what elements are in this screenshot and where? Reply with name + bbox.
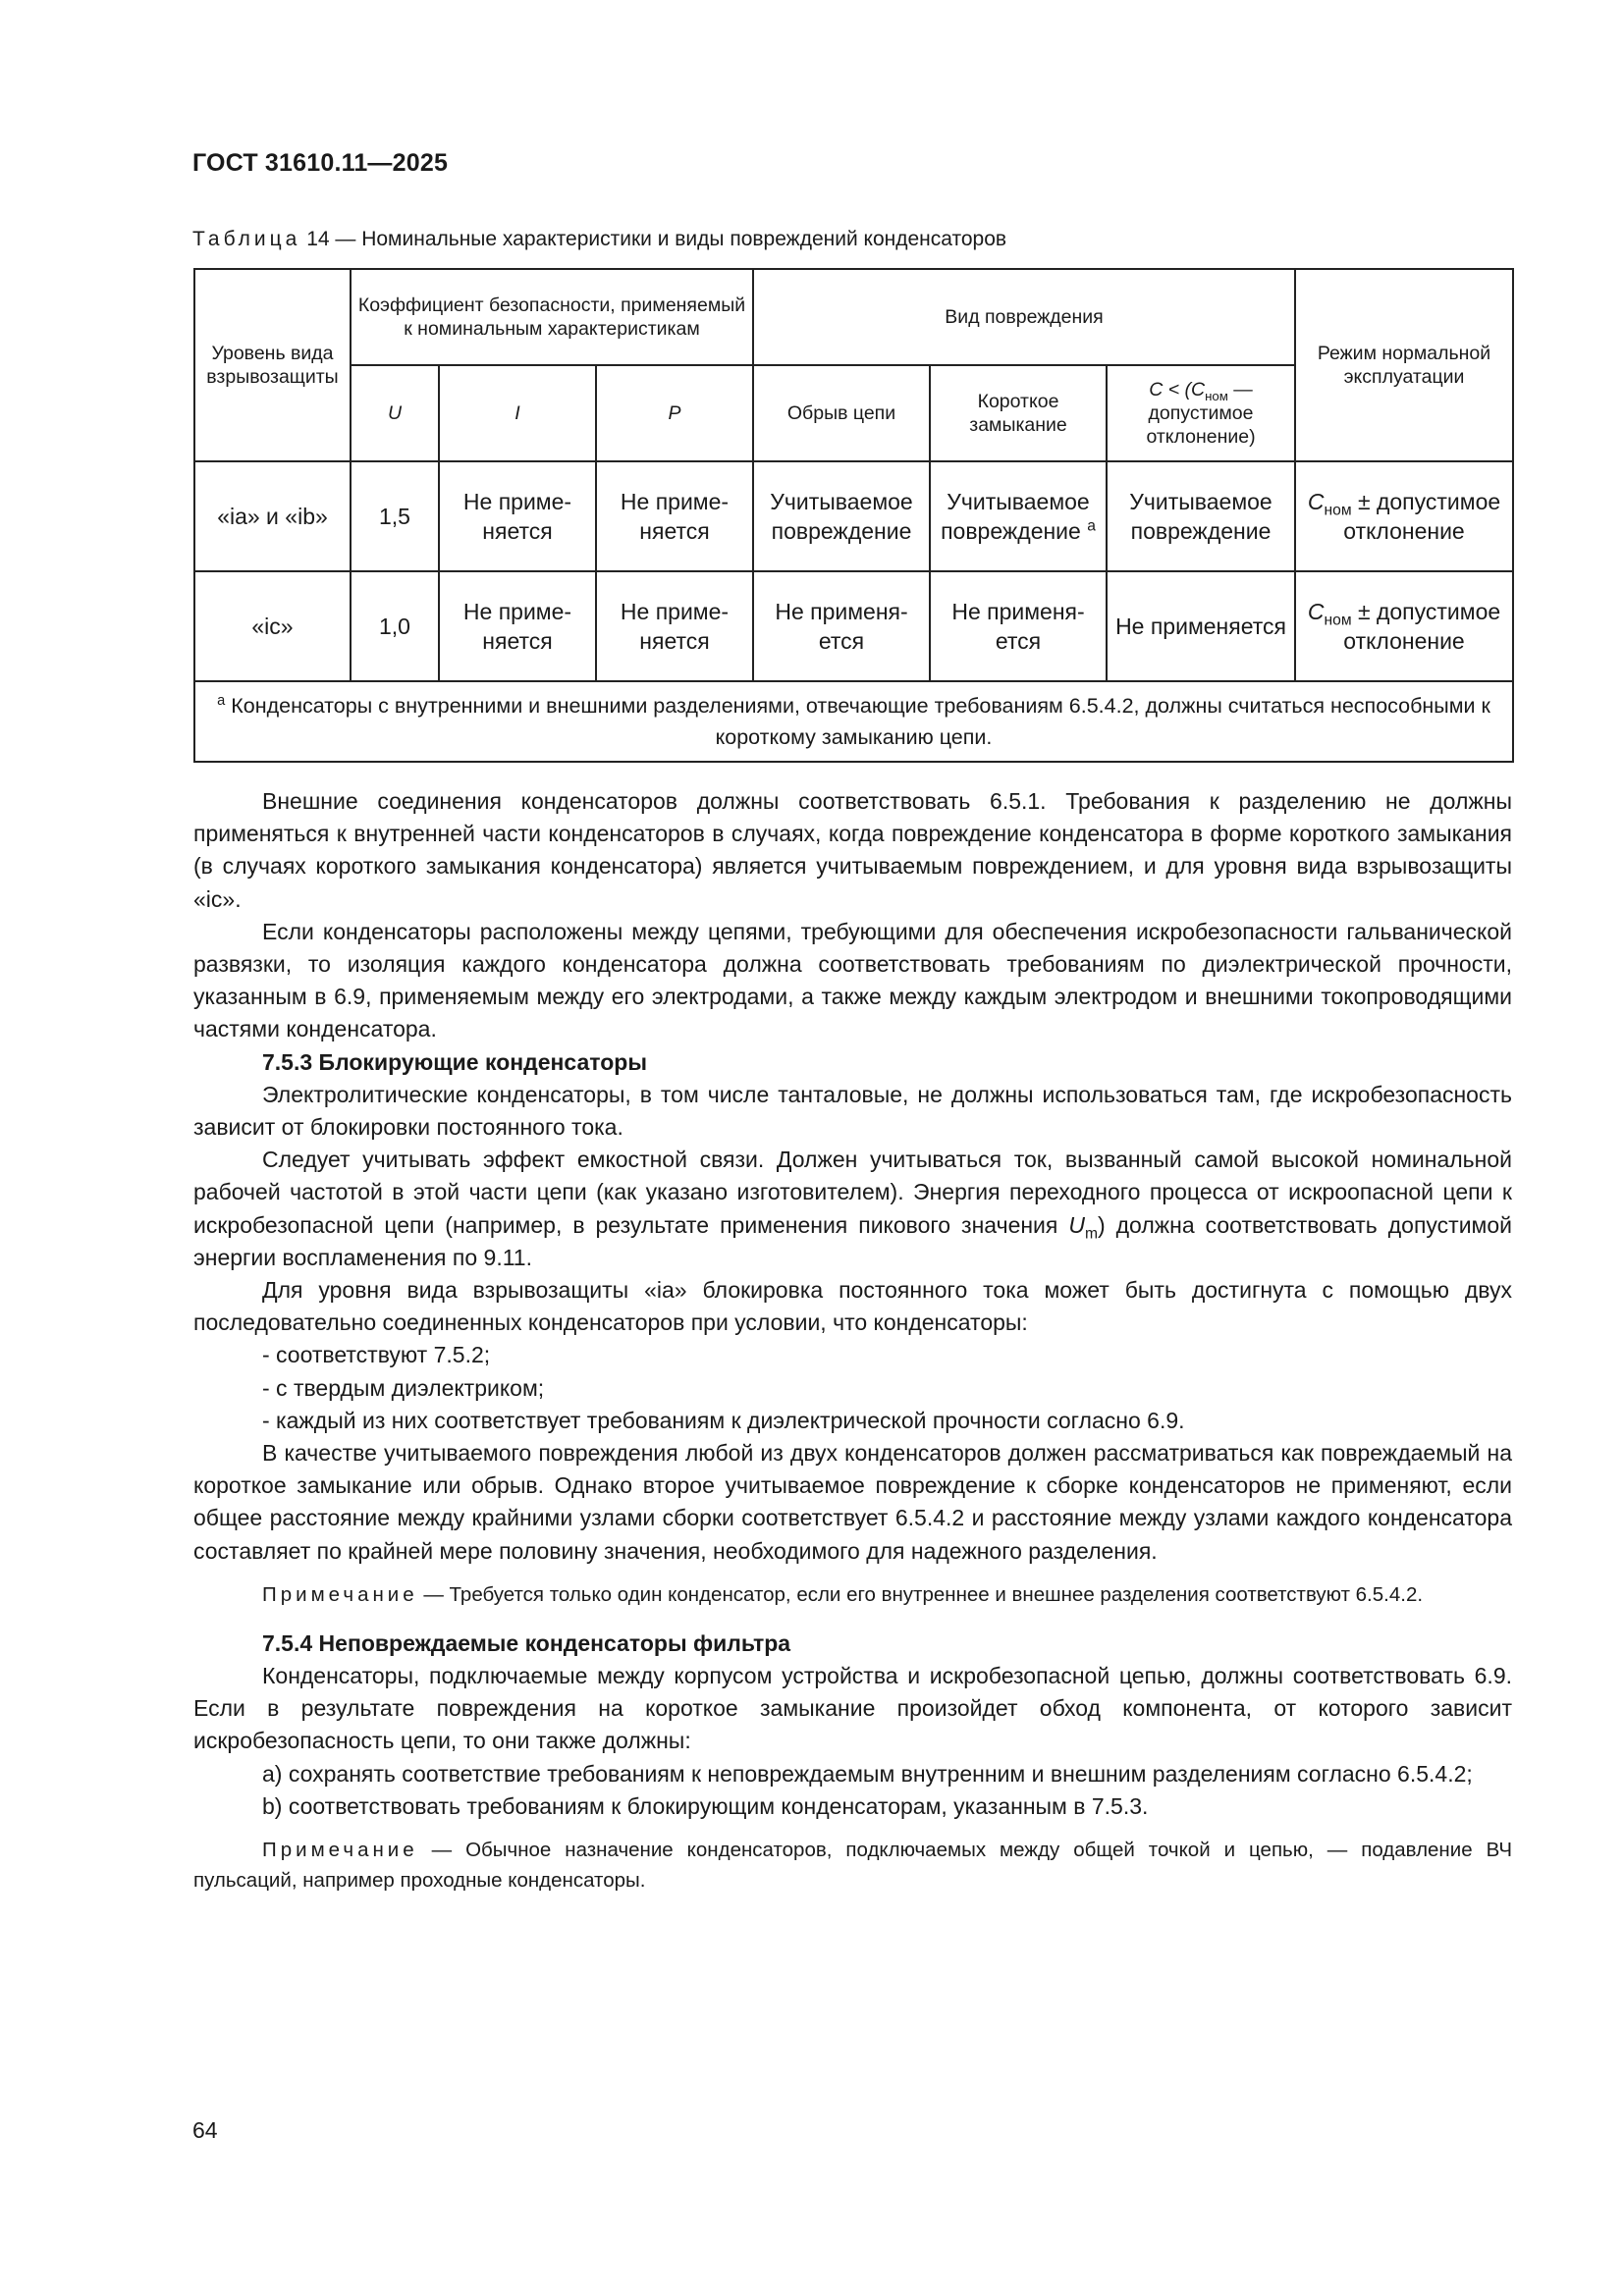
paragraph: Для уровня вида взрывозащиты «ia» блокировка постоянного тока может быть достигнута с помощью двух последовательно соединенных конденсаторов при условии, что конденсаторы: [193, 1277, 1512, 1336]
list-item: b) соответствовать требованиям к блокирующим конденсаторам, указанным в 7.5.3. [262, 1792, 1149, 1819]
table-row [194, 571, 1513, 681]
cell-i: Не применяется [439, 571, 596, 681]
header-coefficient: Коэффициент безопасности, применяемый к номинальным характеристикам [351, 269, 753, 365]
paragraph: В качестве учитываемого повреждения любой из двух конденсаторов должен рассматриваться как повреждаемый на короткое замыкание или обрыв. Однако второе учитываемое повреждение к сборке конденсаторов не применяют, если общее расстояние между крайними узлами сборки соответствует 6.5.4.2 и расстояние между узлами каждого конденсатора составляет по крайней мере половину значения, необходимого для надежного разделения. [193, 1440, 1512, 1564]
cell-c-less: Учитываемое повреждение [1107, 461, 1295, 571]
paragraph-part: Следует учитывать эффект емкостной связи. Должен учитываться ток, вызванный самой высокой номинальной рабочей частотой в этой части цепи (как указано изготовителем). Энергия переходного процесса от искроопасной цепи к искробезопасной цепи (например, в результате применения пикового значения [193, 1147, 1512, 1238]
header-i: I [439, 365, 596, 461]
paragraph: Если конденсаторы расположены между цепями, требующими для обеспечения искробезопасности гальванической развязки, то изоляция каждого конденсатора должна соответствовать требованиям по диэлектрической прочности, указанным в 6.9, применяемым между его электродами, а также между каждым электродом и внешними токопроводящими частями конденсатора. [193, 918, 1512, 1042]
cell-u: 1,5 [351, 461, 439, 571]
list-item: a) сохранять соответствие требованиям к неповреждаемым внутренним и внешним разделениям согласно 6.5.4.2; [262, 1760, 1473, 1787]
paragraph-part: ) должна соответствовать допустимой энергии воспламенения по 9.11. [193, 1211, 1513, 1270]
paragraph: Внешние соединения конденсаторов должны соответствовать 6.5.1. Требования к разделению не должны применяться к внутренней части конденсаторов в случаях, когда повреждение конденсатора в форме короткого замыкания (в случаях короткого замыкания конденсатора) является учитываемым повреждением, и для уровня вида взрывозащиты «ic». [193, 788, 1512, 912]
paragraph: Конденсаторы, подключаемые между корпусом устройства и искробезопасной цепью, должны соответствовать 6.9. Если в результате повреждения на короткое замыкание произойдет обход компонента, от которого зависит искробезопасность цепи, то они также должны: [193, 1663, 1512, 1754]
cell-p: Не применяется [596, 461, 753, 571]
cell-short [930, 461, 1107, 571]
capacitor-table [193, 268, 1514, 763]
header-p: P [596, 365, 753, 461]
cell-normal-rest: ± допустимое отклонение [1343, 489, 1501, 544]
section-heading-7-5-3: 7.5.3 Блокирующие конденсаторы [262, 1048, 647, 1075]
footnote-ref: а [1087, 517, 1096, 535]
header-open-circuit: Обрыв цепи [753, 365, 930, 461]
list-item: - каждый из них соответствует требованиям к диэлектрической прочности согласно 6.9. [262, 1407, 1185, 1433]
table-caption-text: 14 — Номинальные характеристики и виды повреждений конденсаторов [306, 228, 1007, 250]
cell-open: Не применяется [753, 571, 930, 681]
note-label: Примечание [262, 1582, 418, 1606]
header-c-less-part2: — допустимое отклонение) [1146, 379, 1256, 448]
body-text [193, 785, 1512, 1896]
section-heading-7-5-4: 7.5.4 Неповреждаемые конденсаторы фильтра [262, 1629, 791, 1656]
cell-normal-sub: ном [1324, 612, 1352, 629]
header-damage-type: Вид повреждения [753, 269, 1295, 365]
cell-level: «ia» и «ib» [194, 461, 351, 571]
header-u: U [351, 365, 439, 461]
cell-normal [1295, 571, 1513, 681]
header-c-less-part1: C < (C [1149, 379, 1206, 400]
table-caption-label: Таблица [192, 228, 301, 250]
cell-i: Не применяется [439, 461, 596, 571]
table-caption [192, 228, 1006, 251]
cell-p: Не применяется [596, 571, 753, 681]
list-item: - с твердым диэлектриком; [262, 1374, 545, 1401]
note-label: Примечание [262, 1839, 418, 1862]
footnote-marker: а [217, 692, 226, 709]
cell-short: Не применяется [930, 571, 1107, 681]
page-number: 64 [192, 2117, 218, 2143]
note [193, 1835, 1512, 1896]
cell-normal [1295, 461, 1513, 571]
cell-u: 1,0 [351, 571, 439, 681]
cell-normal-c: C [1307, 599, 1325, 624]
document-header: ГОСТ 31610.11—2025 [192, 149, 449, 177]
paragraph [193, 1144, 1512, 1274]
symbol-u: U [1068, 1211, 1085, 1238]
cell-c-less: Не применяется [1107, 571, 1295, 681]
footnote-text: Конденсаторы с внутренними и внешними разделениями, отвечающие требованиям 6.5.4.2, должны считаться неспособными к короткому замыканию цепи. [225, 694, 1490, 749]
header-c-less [1107, 365, 1295, 461]
list-item: - соответствуют 7.5.2; [262, 1342, 491, 1368]
header-short-circuit: Короткое замыкание [930, 365, 1107, 461]
cell-normal-sub: ном [1324, 502, 1352, 519]
cell-level: «ic» [194, 571, 351, 681]
symbol-u-sub: m [1084, 1225, 1098, 1243]
paragraph: Электролитические конденсаторы, в том числе танталовые, не должны использоваться там, где искробезопасность зависит от блокировки постоянного тока. [193, 1081, 1512, 1141]
cell-open: Учитываемое повреждение [753, 461, 930, 571]
table-row [194, 461, 1513, 571]
note-text: — Обычное назначение конденсаторов, подключаемых между общей точкой и цепью, — подавление ВЧ пульсаций, например проходные конденсаторы. [193, 1839, 1512, 1893]
table-footnote [194, 681, 1513, 762]
header-level: Уровень вида взрывозащиты [194, 269, 351, 461]
note-text: — Требуется только один конденсатор, если его внутреннее и внешнее разделения соответствуют 6.5.4.2. [417, 1582, 1424, 1606]
header-c-nom-sub: ном [1205, 388, 1228, 403]
note [193, 1579, 1512, 1610]
cell-normal-rest: ± допустимое отклонение [1343, 599, 1501, 654]
cell-normal-c: C [1307, 489, 1325, 514]
cell-short-text: Учитываемое повреждение [941, 489, 1090, 544]
header-normal-mode: Режим нормальной эксплуатации [1295, 269, 1513, 461]
